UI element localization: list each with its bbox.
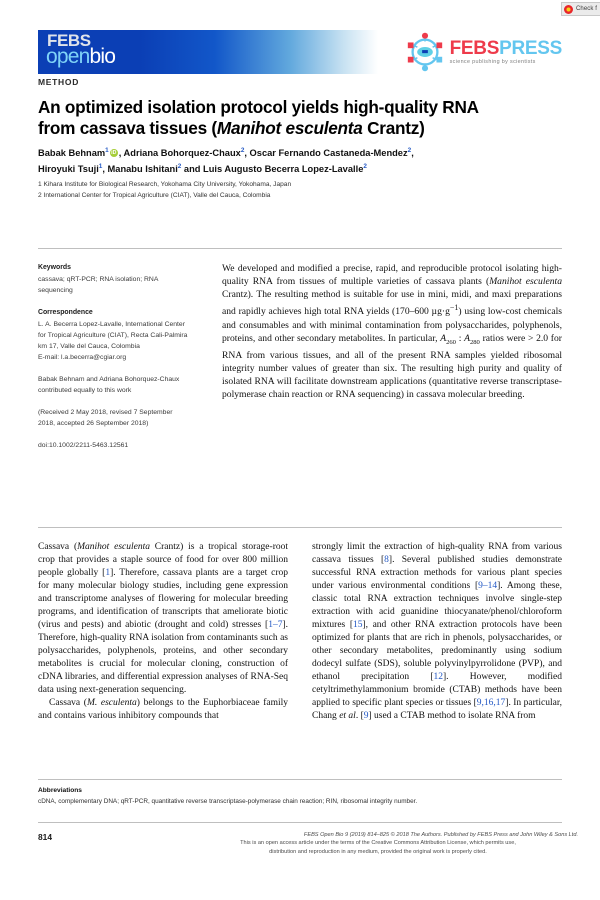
spacer xyxy=(38,296,190,307)
crossmark-icon xyxy=(564,5,573,14)
affiliation-1: 1 Kihara Institute for Biological Research, Yokohama City University, Yokohama, Japan xyxy=(38,181,292,188)
abstract-ratio-sep: : xyxy=(455,332,465,344)
footer-license-line-1: This is an open access article under the terms of the Creative Commons Attribution License, which permits use, xyxy=(240,840,516,847)
spacer xyxy=(38,396,190,407)
affiliation-list xyxy=(38,180,562,201)
citation-link[interactable]: 15 xyxy=(352,620,363,630)
author-oscar-castaneda: , Oscar Fernando Castaneda-Mendez xyxy=(244,148,408,159)
left-p1-part-4: ]. Therefore, high-quality RNA isolation from contaminants such as polysaccharides, polyphenols, proteins, and other secondary metabolites is crucial for molecular cloning, construction of cDNA libraries, and differential expression analyses of RNA-Seq data using next-generation sequencing. xyxy=(38,620,288,695)
keywords-heading: Keywords xyxy=(38,264,71,271)
abstract-a260-sub: 260 xyxy=(446,338,456,346)
author-luis-becerra: and Luis Augusto Becerra Lopez-Lavalle xyxy=(181,164,364,175)
spacer xyxy=(38,429,190,440)
divider-top xyxy=(38,248,562,249)
citation-link[interactable]: 9,16,17 xyxy=(476,698,506,708)
equal-contribution-note: Babak Behnam and Adriana Bohorquez-Chaux contributed equally to this work xyxy=(38,376,180,394)
abstract-exponent: −1 xyxy=(449,303,459,313)
journal-logo-banner xyxy=(38,30,378,74)
author-affil-marker: 2 xyxy=(363,163,367,171)
body-column-right xyxy=(312,541,562,771)
masthead xyxy=(38,30,562,74)
citation-link[interactable]: 1 xyxy=(105,568,111,578)
press-press-text: PRESS xyxy=(499,37,562,59)
left-p2-species: M. esculenta xyxy=(86,698,137,708)
right-p1-part-4: ], and other RNA extraction protocols have been optimized for plants that are rich in phenols, polysaccharides, or other secondary metabolites, predominantly using sodium dodecyl sulfate (SDS), soluble polyvinylpyrrolidone (PVP), and ethanol precipitation [ xyxy=(312,620,562,682)
author-list xyxy=(38,144,562,176)
author-affil-marker: 1 xyxy=(98,163,103,171)
body-text xyxy=(38,541,562,771)
right-p1-part-3: ]. Among these, classic total RNA extraction techniques involve single-step extraction with acid guanidine thiocyanate/phenol/chloroform mixtures [ xyxy=(312,581,562,630)
title-species-name: Manihot esculenta xyxy=(216,118,363,138)
crossmark-badge[interactable] xyxy=(561,2,600,16)
citation-link[interactable]: 12 xyxy=(433,672,443,682)
citation-link[interactable]: 9 xyxy=(363,711,369,721)
spacer xyxy=(38,363,190,374)
abstract-a280-sub: 280 xyxy=(469,338,480,346)
body-paragraph xyxy=(312,541,562,723)
author-affil-marker: 2 xyxy=(407,147,412,154)
author-affil-marker: 2 xyxy=(240,147,245,154)
right-p1-part-1: strongly limit the extraction of high-quality RNA from various cassava tissues [ xyxy=(312,542,562,565)
right-p1-part-7: . [ xyxy=(355,711,364,721)
right-p1-part-8: ] used a CTAB method to isolate RNA from xyxy=(368,711,536,721)
doi-text[interactable]: doi:10.1002/2211-5463.12561 xyxy=(38,442,129,449)
left-p1-part-1: Cassava ( xyxy=(38,542,78,552)
abstract-part-2: Crantz). The resulting method is suitable for use in mini, midi, and maxi preparations and rapidly achieves high total RNA yields (170–600 µg·g xyxy=(222,289,562,318)
right-p1-etal: et al xyxy=(339,711,356,721)
orcid-icon[interactable] xyxy=(110,149,118,157)
abbreviations-section xyxy=(38,786,562,807)
author-affil-marker: 2 xyxy=(177,163,182,171)
footer-citation-line: FEBS Open Bio 9 (2019) 814–825 © 2018 The Authors. Published by FEBS Press and John Wiley & Sons Ltd. xyxy=(303,832,578,838)
right-p1-part-2: ]. Several published studies demonstrate successful RNA extraction methods for various plant species under various environmental conditions [ xyxy=(312,555,562,591)
title-line-2-suffix: Crantz) xyxy=(362,118,425,138)
left-p1-part-3: ]. Therefore, cassava plants are a target crop for many molecular biology studies, including gene expression and transcriptome analyses of flowering for molecular breeding programs, and identification of transcripts that ameliorate biotic (virus and pests) and abiotic (drought and cold) stresses [ xyxy=(38,568,288,630)
page-title xyxy=(38,97,562,139)
febs-press-wordmark xyxy=(450,39,562,65)
author-babak-behnam: Babak Behnam xyxy=(38,148,106,159)
correspondence-email[interactable]: E-mail: l.a.becerra@cgiar.org xyxy=(38,354,127,361)
crossmark-label: Check f xyxy=(575,6,597,12)
journal-logo-bio: bio xyxy=(89,45,116,68)
right-p1-part-6: ]. In particular, Chang xyxy=(312,698,563,721)
author-affil-marker: 1 xyxy=(105,147,109,154)
divider-footer xyxy=(38,822,562,823)
body-column-left xyxy=(38,541,288,771)
abstract-species-name: Manihot esculenta xyxy=(489,276,562,288)
left-p1-species: Manihot esculenta xyxy=(77,542,150,552)
abstract-a280-symbol: A xyxy=(464,332,470,344)
citation-link[interactable]: 1–7 xyxy=(268,620,283,630)
left-p2-part-1: Cassava ( xyxy=(49,698,87,708)
keywords-text: cassava; qRT-PCR; RNA isolation; RNA sequencing xyxy=(38,276,158,294)
journal-logo-open: open xyxy=(46,45,90,68)
divider-abstract-bottom xyxy=(38,527,562,528)
abbreviations-text: cDNA, complementary DNA; qRT-PCR, quantitative reverse transcriptase-polymerase chain reaction; RIN, ribosomal integrity number. xyxy=(38,798,418,805)
molecule-icon xyxy=(404,31,446,73)
divider-abbreviations xyxy=(38,779,562,780)
journal-logo-openbio xyxy=(46,46,115,67)
abbreviations-heading: Abbreviations xyxy=(38,787,82,794)
journal-logo-febs: FEBS xyxy=(47,31,91,50)
citation-link[interactable]: 9–14 xyxy=(478,581,498,591)
abstract-a260-symbol: A xyxy=(440,332,447,344)
footer-license-line-2: distribution and reproduction in any medium, provided the original work is properly cited. xyxy=(269,848,487,855)
febs-press-logo xyxy=(404,31,562,73)
author-line-1-end: , xyxy=(411,148,414,159)
publication-dates: (Received 2 May 2018, revised 7 September 2018, accepted 26 September 2018) xyxy=(38,409,173,427)
title-line-2-prefix: from cassava tissues ( xyxy=(38,118,217,138)
press-febs-text: FEBS xyxy=(449,37,500,59)
author-adriana-bohorquez: , Adriana Bohorquez-Chaux xyxy=(118,148,241,159)
footer-copyright xyxy=(178,831,578,856)
title-line-1: An optimized isolation protocol yields high-quality RNA xyxy=(38,97,479,117)
right-p1-part-5: ]. However, modified cetyltrimethylammonium bromide (CTAB) methods have been applied to specific plant species or tissues [ xyxy=(312,672,563,708)
press-title xyxy=(450,39,562,58)
abstract xyxy=(222,262,562,401)
citation-link[interactable]: 8 xyxy=(384,555,389,565)
left-p1-part-2: Crantz) is a tropical storage-root crop that provides a staple source of food for over 800 million people globally [ xyxy=(38,542,288,578)
abstract-part-1: We developed and modified a precise, rapid, and reproducible protocol isolating high-quality RNA from tissues of multiple varieties of cassava plants ( xyxy=(222,263,562,288)
correspondence-heading: Correspondence xyxy=(38,309,93,316)
body-paragraph xyxy=(38,697,288,723)
page-number: 814 xyxy=(38,832,52,842)
press-tagline: science publishing by scientists xyxy=(449,58,536,65)
article-metadata-sidebar xyxy=(38,262,190,451)
affiliation-2: 2 International Center for Tropical Agriculture (CIAT), Valle del Cauca, Colombia xyxy=(38,191,271,199)
article-type-label: METHOD xyxy=(38,77,80,87)
abstract-part-4: ratios were > 2.0 for RNA from various tissues, and all of the present RNA samples yielded ribosomal integrity number values of greater than six. The resulting high purity and quality of isolated RNA will facilitate downstream applications (quantitative reverse transcriptase-polymerase chain reaction or RNA sequencing) in cassava molecular breeding. xyxy=(222,332,562,400)
abstract-part-3: ) using low-cost chemicals and consumables and with minimal contamination from polysaccharides, polyphenols, proteins, and other secondary metabolites. In particular, xyxy=(222,306,563,344)
author-hiroyuki-tsuji: Hiroyuki Tsuji xyxy=(38,164,99,175)
author-manabu-ishitani: , Manabu Ishitani xyxy=(102,164,178,175)
left-p2-part-2: ) belongs to the Euphorbiaceae family and contains various inhibitory compounds that xyxy=(38,698,289,721)
correspondence-address: L. A. Becerra Lopez-Lavalle, International Center for Tropical Agriculture (CIAT), Recta Cali-Palmira km 17, Valle del Cauca, Colombia xyxy=(38,321,188,350)
body-paragraph xyxy=(38,541,288,697)
